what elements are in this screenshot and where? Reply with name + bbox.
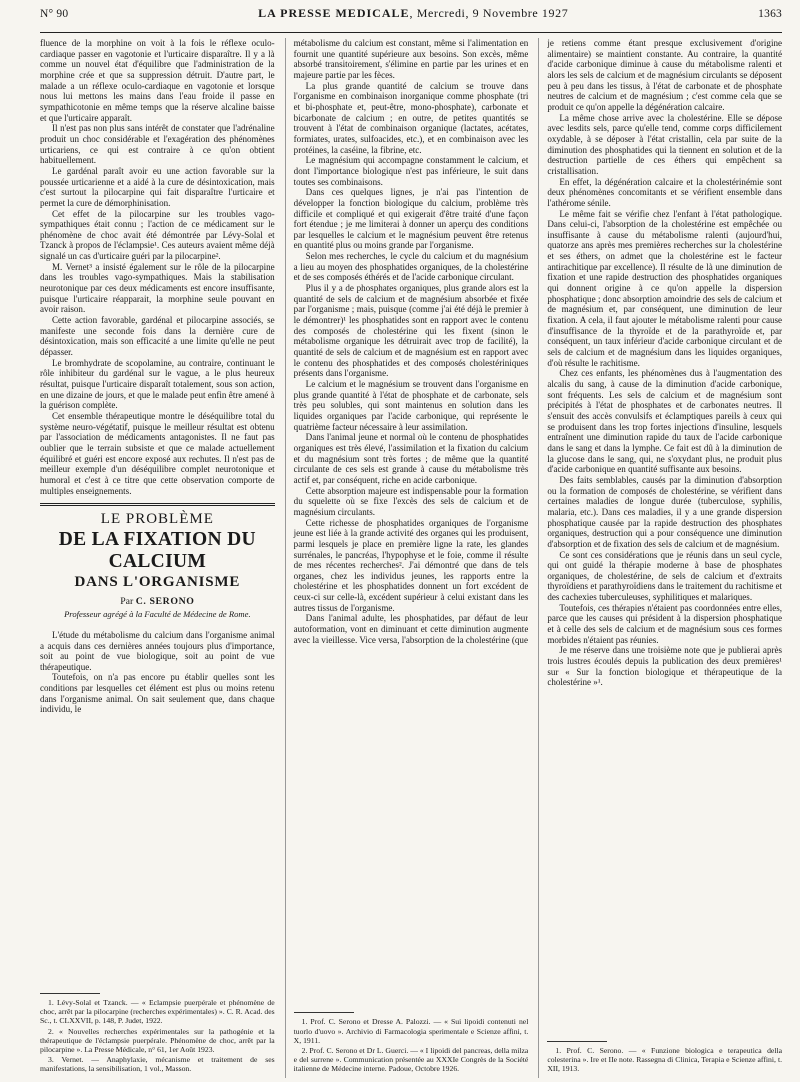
article-separator: [40, 503, 275, 506]
footnote-rule: [294, 1012, 354, 1013]
article-heading: [40, 511, 275, 620]
body-paragraph: Cette action favorable, gardénal et pilocarpine associés, se manifeste une seconde fois dans la dernière cure de désintoxication, mais son efficacité a une limite qu'elle ne peut dépasser.: [40, 315, 275, 358]
column-3: [538, 38, 782, 1078]
body-paragraph: Cette absorption majeure est indispensable pour la formation du squelette où se fixe l'excès des sels de calcium et de magnésium circulants.: [293, 485, 529, 517]
byline-prefix: Par: [120, 595, 134, 607]
body-paragraph: Dans l'animal adulte, les phosphatides, par défaut de leur autoformation, vont en diminuant et cette diminution augmente avec la vieillesse. Vice versa, l'absorption de la cholestérine (que: [293, 613, 529, 645]
body-paragraph: Ce sont ces considérations que je réunis dans un seul cycle, qui ont guidé la thérapie moderne à base de phosphates organiques, de cholestérine, de sels de calcium et d'extraits thyroïdiens et parathyroïdiens dans le traitement du rachitisme et des cachexies tuberculeuses, syphilitiques et malariques.: [547, 549, 783, 603]
body-paragraph: En effet, la dégénération calcaire et la cholestérinémie sont deux phénomènes concomitants et se vérifient ensemble dans l'athérome sénile.: [547, 176, 783, 208]
footnote: 1. Prof. C. Serono. — « Funzione biologica e terapeutica della colesterina ». Ire et IIe note. Rassegna di Clinica, Terapia e Scienze affini, t. XII, 1913.: [547, 1045, 783, 1073]
journal-name: LA PRESSE MEDICALE: [258, 6, 410, 20]
body-paragraph: Le magnésium qui accompagne constamment le calcium, et dont l'importance biologique n'est pas inférieure, le suit dans toutes ses combinaisons.: [293, 155, 529, 187]
header-center: LA PRESSE MEDICALE, Mercredi, 9 Novembre 1927: [258, 6, 569, 20]
body-paragraph: La plus grande quantité de calcium se trouve dans l'organisme en combinaison inorganique comme phosphate (tri et bi-phosphate et, peut-être, mono-phosphate), carbonate et bicarbonate de calcium ; en outre, de petites quantités se trouvent à l'état de combinaison organique (lactates, acétates, formiates, urates, sulfoacides, etc.), et en combinaison avec les protéines, la caséine, la fibrine, etc.: [293, 80, 529, 155]
footnote-rule: [547, 1041, 607, 1042]
body-paragraph: Chez ces enfants, les phénomènes dus à l'augmentation des alcalis du sang, à cause de la diminution d'acide carbonique, sont fréquents. Les sels de calcium et de magnésium sont précipités à l'état de phosphates et de carbonates neutres. Il s'ensuit des accès convulsifs et éclamptiques pareils à ceux qui se produisent dans les trop fortes injections d'insuline, lesquels entraînent une diminution rapide du taux de l'acide carbonique dans le sang et dans la lymphe. Ce fait est dû à la diminution de la glucose dans le sang, qui, ne s'oxydant plus, ne produit plus d'acide carbonique en quantité suffisante aux besoins.: [547, 368, 783, 475]
footnote: 1. Prof. C. Serono et Dresse A. Palozzi. — « Sui lipoidi contenuti nel tuorlo d'uovo ». Archivio di Farmacologia sperimentale e Scienze affini, t. X, 1911.: [293, 1017, 529, 1045]
body-paragraph: Cette richesse de phosphatides organiques de l'organisme jeune est liée à la grande activité des organes qui les produisent, parmi lesquels je place en première ligne la rate, les glandes surrénales, le pancréas, l'hypophyse et le foie, comme il résulte de mes récentes recherches². J'ai démontré que dans de tels organes, chez les individus jeunes, les rapports entre la cholestérine et les phosphatides donnent un fort excédent de ceux-ci sur celle-là, excédent supérieur à celui existant dans les autres tissus de l'organisme.: [293, 517, 529, 613]
body-paragraph: L'étude du métabolisme du calcium dans l'organisme animal a acquis dans ces dernières années toujours plus d'importance, soit au point de vue biologique, soit au point de vue thérapeutique.: [40, 629, 275, 672]
body-paragraph: fluence de la morphine on voit à la fois le réflexe oculo-cardiaque passer en vagotonie et l'urticaire disparaître. Il y a là comme un nouvel état d'équilibre que l'administration de la morphine crée et que sa suppression détruit. D'autre part, le malade a un réflexe oculo-cardiaque en vagotonie et lorsque nous lui mettons les mains dans l'eau froide il passe en sympathicotonie en même temps que la réserve alcaline baisse et que l'urticaire apparaît.: [40, 38, 275, 123]
body-paragraph: Le calcium et le magnésium se trouvent dans l'organisme en plus grande quantité à l'état de phosphate et de carbonate, sels très peu solubles, qui sont maintenus en solution dans les liquides organiques par l'acide carbonique, qui représente le quatrième facteur nécessaire à leur assimilation.: [293, 379, 529, 432]
footnotes: [40, 993, 275, 1074]
footnote-rule: [40, 993, 100, 994]
byline: [40, 597, 275, 608]
body-paragraph: Cet effet de la pilocarpine sur les troubles vago-sympathiques était connu ; l'action de ce médicament sur le phénomène de choc avait été démontrée par Lévy-Solal et Tzanck à propos de l'éclampsie¹. Ces auteurs avaient même déjà signalé un cas d'urticaire guéri par la pilocarpine².: [40, 208, 275, 262]
body-paragraph: Toutefois, ces thérapies n'étaient pas coordonnées entre elles, parce que les causes qui président à la dispersion phosphatique et à celle des sels de calcium et de magnésium sous ces formes morbides n'étaient pas réunies.: [547, 602, 783, 645]
body-paragraph: métabolisme du calcium est constant, même si l'alimentation en fournit une quantité supérieure aux besoins. Son excès, même absorbé transitoirement, s'élimine en partie par les urines et en majeure partie par les fèces.: [293, 38, 529, 80]
running-header: [40, 6, 782, 33]
author-affiliation: Professeur agrégé à la Faculté de Médecine de Rome.: [64, 609, 251, 620]
body-paragraph: Le bromhydrate de scopolamine, au contraire, continuant le rôle inhibiteur du gardénal sur le vague, a le plus heureux résultat, puisque l'urticaire disparaît totalement, sous son action, en une dizaine de jours, et que le malade peut enfin être amené à la guérison complète.: [40, 357, 275, 411]
body-paragraph: Le gardénal paraît avoir eu une action favorable sur la poussée urticarienne et a aidé à la cure de désintoxication, mais c'est surtout la pilocarpine qui fait disparaître l'urticaire et permet la cure de démorphinisation.: [40, 165, 275, 208]
article-title: DE LA FIXATION DU CALCIUM: [58, 528, 256, 572]
footnotes: [294, 1012, 529, 1074]
body-paragraph: Des faits semblables, causés par la diminution d'absorption ou la formation de composés de cholestérine, se vérifient dans certaines maladies de longue durée (tuberculose, syphilis, malaria, etc.). Dans ces maladies, il y a une grande dispersion phosphatique causée par la rapide destruction des phosphates organiques, destruction qui a pour conséquence une diminution d'absorption et de fixation des sels de calcium et de magnésium.: [547, 474, 783, 549]
article-subtitle: DANS L'ORGANISME: [74, 573, 241, 590]
column-1: [40, 38, 275, 1078]
body-paragraph: Selon mes recherches, le cycle du calcium et du magnésium a lieu au moyen des phosphatides organiques, de la cholestérine et de ses composés éthérés et de l'acide carbonique circulant.: [293, 251, 529, 283]
body-paragraph: Plus il y a de phosphates organiques, plus grande alors est la quantité de sels de calcium et de magnésium absorbée et fixée par l'organisme ; mais, puisque (comme j'ai été déjà le premier à le démontrer)¹ les phosphatides sont en rapport avec le contenu des composés de cholestérine qui les fixent (sinon le métabolisme organique les détruirait avec trop de facilité), la quantité de sels de calcium et de magnésium est en rapport avec le contenu des phosphatides et des composés cholestériniques présents dans l'organisme.: [293, 283, 529, 379]
body-paragraph: Cet ensemble thérapeutique montre le déséquilibre total du système neuro-végétatif, puisque le meilleur résultat est obtenu par l'association de médicaments antagonistes. Il ne faut pas oublier que le terrain subsiste et que ce malade actuellement équilibré et guéri est encore exposé aux rechutes. Il n'est pas de meilleur exemple d'un déséquilibre complet neurotonique et humoral et c'est à ce titre que cette observation comporte de multiples enseignements.: [40, 410, 275, 496]
body-paragraph: M. Vernet³ a insisté également sur le rôle de la pilocarpine dans les troubles vago-sympathiques. Mais la stabilisation neurotonique par ces deux médicaments est encore insuffisante, puisque l'urticaire réapparait, la morphine seule pouvant en avoir raison.: [40, 261, 275, 315]
footnote: 3. Vernet. — Anaphylaxie, mécanisme et traitement de ses manifestations, la sensibilisation, 1 vol., Masson.: [40, 1054, 275, 1073]
body-paragraph: Je me réserve dans une troisième note que je publierai après trois lustres écoulés depuis la publication des deux premières¹ sur « Sur la fonction biologique et thérapeutique de la cholestérine »¹.: [547, 645, 783, 688]
text-columns: [40, 38, 782, 1078]
footnotes: [547, 1041, 782, 1074]
article-kicker: LE PROBLÈME: [100, 511, 214, 528]
body-paragraph: Le même fait se vérifie chez l'enfant à l'état pathologique. Dans celui-ci, l'absorption de la cholestérine est empêchée ou insuffisante à cause du métabolisme ralenti (aujourd'hui, quatorze ans après mes premières recherches sur la cholestérine et ses éthers, on admet que la cholestérine est le facteur antirachitique par excellence). Il résulte de là une diminution de fixation et une rapide destruction des phosphatides organiques qui donnent origine à ce qu'on appelle la dispersion phosphatique ; donc absorption amoindrie des sels de calcium et de magnésium et, par conséquent, une diminution de leur fixation. A cela, il faut ajouter le métabolisme ralenti pour cause d'insuffisance de la thyroïde et de la parathyroïde et, par conséquent, un taux inférieur d'acide carbonique circulant et de sels de calcium et de magnésium dans les liquides organiques, d'où résulte le rachitisme.: [547, 208, 783, 368]
body-paragraph: Il n'est pas non plus sans intérêt de constater que l'adrénaline produit un choc considérable et l'exagération des phénomènes urticariens, ce qui est contraire à ce qu'on obtient habituellement.: [40, 123, 275, 166]
issue-date: Mercredi, 9 Novembre 1927: [416, 6, 569, 20]
body-paragraph: La même chose arrive avec la cholestérine. Elle se dépose avec lesdits sels, parce qu'elle tend, comme corps difficilement oxydable, à se déposer à l'état cristallin, cela par suite de la diminution des phosphatides qui la tiennent en solution et de la destruction partielle de ces éthers qui empêchent sa cristallisation.: [547, 112, 783, 176]
author-name: C. SERONO: [135, 595, 195, 607]
page-number: 1363: [758, 8, 782, 20]
footnote: 1. Lévy-Solal et Tzanck. — « Eclampsie puerpérale et phénomène de choc, arrêt par la pilocarpine (recherches expérimentales) ». C. R. Acad. des Sc., t. CLXXVII, p. 148, P. Judet, 1922.: [40, 998, 275, 1026]
body-paragraph: Dans ces quelques lignes, je n'ai pas l'intention de développer la fonction biologique du calcium, problème très difficile et compliqué et qui exigerait d'être traité d'une façon fort étendue ; je me limiterai à donner un aperçu des conditions par lesquelles le calcium et le magnésium peuvent être retenus en quantité plus ou moins grande par l'organisme.: [293, 187, 529, 251]
footnote: 2. Prof. C. Serono et Dr L. Guerci. — « I lipoidi del pancreas, della milza e del surrene ». Communication présentée au XXXIe Congrès de la Société italienne de Médecine interne. Padoue, Octobre 1926.: [293, 1045, 529, 1073]
column-2: [285, 38, 529, 1078]
footnote: 2. « Nouvelles recherches expérimentales sur la pathogénie et la thérapeutique de l'éclampsie puerpérale. Phénomène de choc, arrêt par la pilocarpine ». La Presse Médicale, n° 61, 1er Août 1923.: [40, 1026, 275, 1054]
issue-number: N° 90: [40, 8, 69, 20]
body-paragraph: Toutefois, on n'a pas encore pu établir quelles sont les conditions par lesquelles cet élément est plus ou moins retenu dans l'organisme animal. On sait seulement que, dans chaque individu, le: [40, 672, 275, 715]
body-paragraph: je retiens comme étant presque exclusivement d'origine alimentaire) se maintient constante. Au contraire, la quantité d'acide carbonique diminue à cause du métabolisme ralenti et alors les sels de calcium et de magnésium circulants se déposent peu à peu dans les tissus, à l'état de carbonate et de phosphate neutres de calcium et de magnésium ; c'est comme cela que se produit ce qu'on appelle la dégénération calcaire.: [547, 38, 783, 112]
body-paragraph: Dans l'animal jeune et normal où le contenu de phosphatides organiques est très élevé, l'assimilation et la fixation du calcium et du magnésium sont très fortes ; de même que la quantité circulante de ces sels est grande à cause du métabolisme très actif et, par conséquent, riche en acide carbonique.: [293, 432, 529, 485]
